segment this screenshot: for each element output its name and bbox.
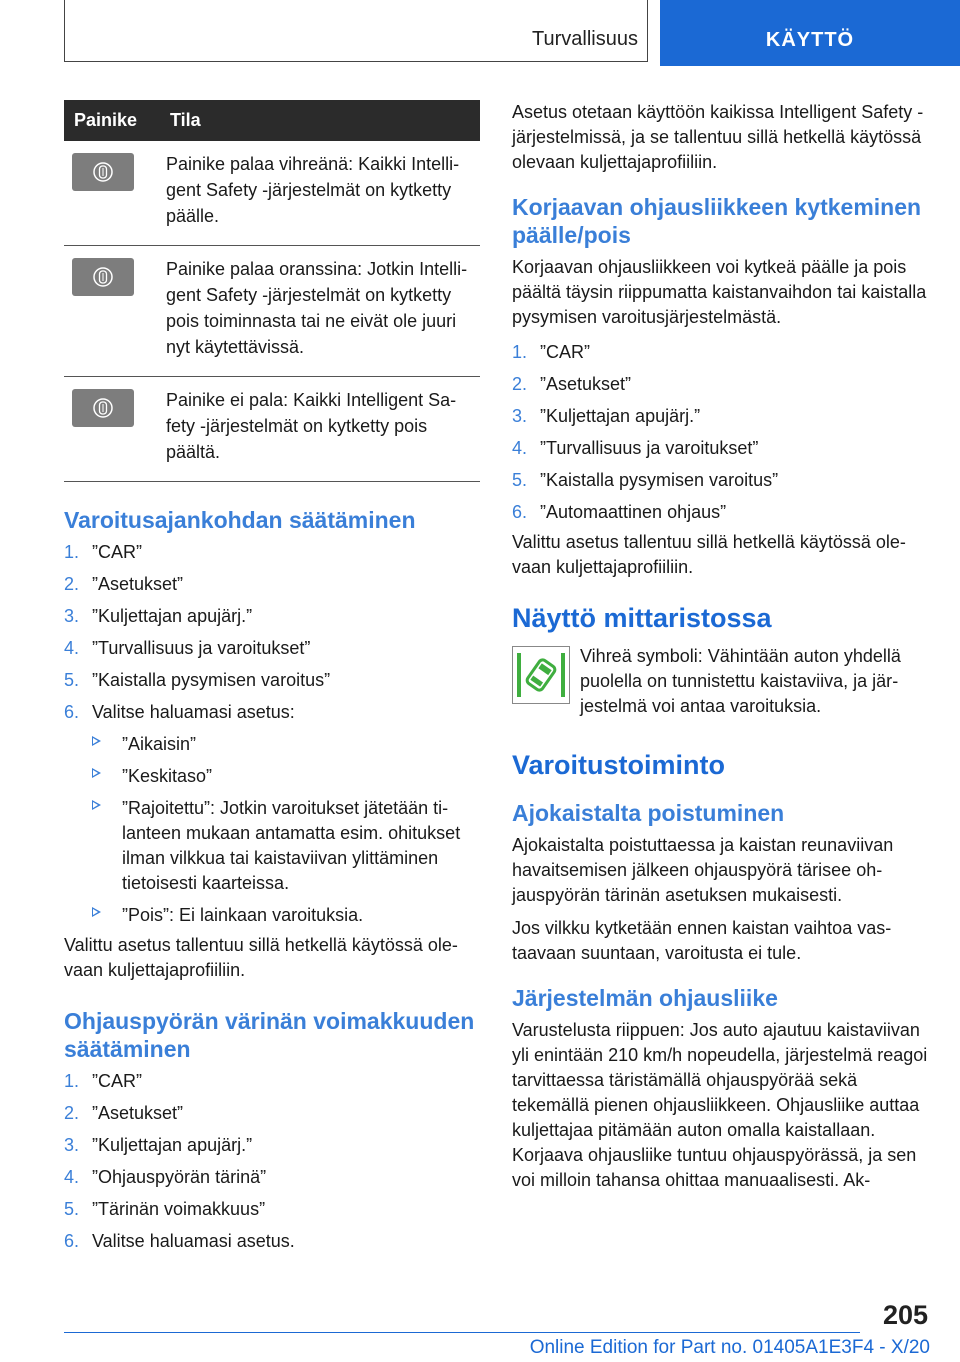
warning-timing-steps bbox=[64, 540, 482, 928]
footer-divider bbox=[64, 1332, 860, 1333]
table-cell-state: Painike palaa oranssina: Jotkin Intelligent Safety -järjestelmät on kytketty pois toiminnasta tai ne eivät ole juuri nyt käytettävissä. bbox=[166, 246, 480, 377]
list-item: 1. ”CAR” bbox=[512, 342, 590, 362]
list-item: 1. ”CAR” bbox=[64, 1071, 142, 1091]
list-item: 6. Valitse haluamasi asetus: ”Aikaisin” ”Keskitaso” ”Rajoitettu”: Jotkin varoitukset jätetään tilanteen mukaan antamatta esim. ohitukset ilman vilkkua tai kaistaviivan ylittäminen tietoisesti kaarteissa. ”Pois”: Ei lainkaan varoituksia. bbox=[64, 700, 482, 928]
list-item: ”Aikaisin” bbox=[92, 732, 482, 757]
list-item: 2. ”Asetukset” bbox=[64, 574, 184, 594]
table-cell-state: Painike ei pala: Kaikki Intelligent Safety -järjestelmät on kytketty pois päältä. bbox=[166, 377, 480, 482]
list-item: 2. ”Asetukset” bbox=[512, 374, 632, 394]
list-item: ”Keskitaso” bbox=[92, 764, 482, 789]
bullet-triangle-icon bbox=[92, 768, 101, 778]
section-title-warning-function: Varoitustoiminto bbox=[512, 750, 726, 780]
footer-edition: Online Edition for Part no. 01405A1E3F4 - X/20 bbox=[529, 1337, 930, 1358]
section-title-display: Näyttö mittaristossa bbox=[512, 603, 772, 633]
lane-leaving-text-2: Jos vilkku kytketään ennen kaistan vaihtoa vastaavaan suuntaan, varoitusta ei tule. bbox=[512, 918, 892, 963]
settings-intro: Asetus otetaan käyttöön kaikissa Intelligent Safety -järjestelmissä, ja se tallentuu sillä hetkellä käytössä olevaan kuljettajaprofiiliin. bbox=[512, 102, 924, 172]
list-item: 6. ”Automaattinen ohjaus” bbox=[512, 502, 727, 522]
list-item: 3. ”Kuljettajan apujärj.” bbox=[512, 406, 701, 426]
list-item: ”Pois”: Ei lainkaan varoituksia. bbox=[92, 903, 482, 928]
list-item: ”Rajoitettu”: Jotkin varoitukset jätetään tilanteen mukaan antamatta esim. ohitukset ilman vilkkua tai kaistaviivan ylittäminen tietoisesti kaarteissa. bbox=[92, 796, 482, 896]
header-section-title: Turvallisuus bbox=[532, 28, 638, 50]
bullet-triangle-icon bbox=[92, 907, 101, 917]
warning-timing-note: Valittu asetus tallentuu sillä hetkellä käytössä olevaan kuljettajaprofiiliin. bbox=[64, 935, 458, 980]
table-cell-state: Painike palaa vihreänä: Kaikki Intelligent Safety -järjestelmät on kytketty päälle. bbox=[166, 141, 480, 246]
lane-assist-button-icon bbox=[72, 258, 134, 296]
table-header-button: Painike bbox=[64, 100, 166, 141]
corrective-steering-text: Korjaavan ohjausliikkeen voi kytkeä päälle ja pois päältä täysin riippumatta kaistanvaihdon tai kaistalla pysymisen varoitusjärjestelmästä. bbox=[512, 257, 927, 327]
list-item: 6. Valitse haluamasi asetus. bbox=[64, 1231, 295, 1251]
page-number: 205 bbox=[882, 1300, 928, 1330]
vibration-steps bbox=[64, 1069, 482, 1254]
list-item: 5. ”Kaistalla pysymisen varoitus” bbox=[64, 670, 331, 690]
right-column bbox=[512, 100, 928, 1193]
table-row bbox=[64, 377, 480, 482]
header-tab[interactable]: KÄYTTÖ bbox=[660, 0, 960, 66]
lane-assist-button-icon bbox=[72, 389, 134, 427]
corrective-steering-steps bbox=[512, 340, 928, 525]
section-title-corrective-steering: Korjaavan ohjausliikkeen kytkeminen päälle/pois bbox=[512, 194, 922, 248]
display-symbol-row bbox=[512, 644, 928, 719]
table-header-row bbox=[64, 100, 480, 141]
lane-leaving-text-1: Ajokaistalta poistuttaessa ja kaistan reunaviivan havaitsemisen jälkeen ohjauspyörä tärisee ohjauspyörän tärinän asetuksen mukaisesti. bbox=[512, 835, 894, 905]
corrective-steering-note: Valittu asetus tallentuu sillä hetkellä käytössä olevaan kuljettajaprofiiliin. bbox=[512, 532, 906, 577]
list-item: 5. ”Tärinän voimakkuus” bbox=[64, 1199, 266, 1219]
display-symbol-text: Vihreä symboli: Vähintään auton yhdellä puolella on tunnistettu kaistaviiva, ja järjestelmä voi antaa varoituksia. bbox=[580, 646, 901, 716]
table-header-state: Tila bbox=[166, 100, 480, 141]
section-title-vibration: Ohjauspyörän värinän voimakkuuden säätäminen bbox=[64, 1008, 475, 1062]
bullet-triangle-icon bbox=[92, 736, 101, 746]
list-item: 3. ”Kuljettajan apujärj.” bbox=[64, 606, 253, 626]
list-item: 4. ”Turvallisuus ja varoitukset” bbox=[512, 438, 759, 458]
list-item: 1. ”CAR” bbox=[64, 542, 142, 562]
list-item: 4. ”Ohjauspyörän tärinä” bbox=[64, 1167, 267, 1187]
table-row bbox=[64, 246, 480, 377]
lane-assist-button-icon bbox=[72, 153, 134, 191]
list-item: 3. ”Kuljettajan apujärj.” bbox=[64, 1135, 253, 1155]
section-title-warning-timing: Varoitusajankohdan säätäminen bbox=[64, 507, 416, 533]
lane-departure-symbol-icon bbox=[512, 646, 570, 704]
left-column bbox=[64, 100, 482, 1261]
bullet-triangle-icon bbox=[92, 800, 101, 810]
list-item: 2. ”Asetukset” bbox=[64, 1103, 184, 1123]
table-row bbox=[64, 141, 480, 246]
warning-timing-options bbox=[92, 732, 482, 928]
subsection-title-system-steering: Järjestelmän ohjausliike bbox=[512, 985, 778, 1011]
list-item: 4. ”Turvallisuus ja varoitukset” bbox=[64, 638, 311, 658]
list-item: 5. ”Kaistalla pysymisen varoitus” bbox=[512, 470, 779, 490]
subsection-title-lane-leaving: Ajokaistalta poistuminen bbox=[512, 800, 785, 826]
button-status-table bbox=[64, 100, 480, 482]
system-steering-text: Varustelusta riippuen: Jos auto ajautuu kaistaviivan yli enintään 210 km/h nopeudella, järjestelmä reagoi tarvittaessa täristämällä ohjauspyörää sekä tekemällä pienen ohjausliikkeen. Ohjausliike auttaa kuljettajaa pitämään auton omalla kaistallaan. Korjaava ohjausliike tuntuu ohjauspyörässä, ja sen voi milloin tahansa ohittaa manuaalisesti. Ak- bbox=[512, 1020, 928, 1190]
